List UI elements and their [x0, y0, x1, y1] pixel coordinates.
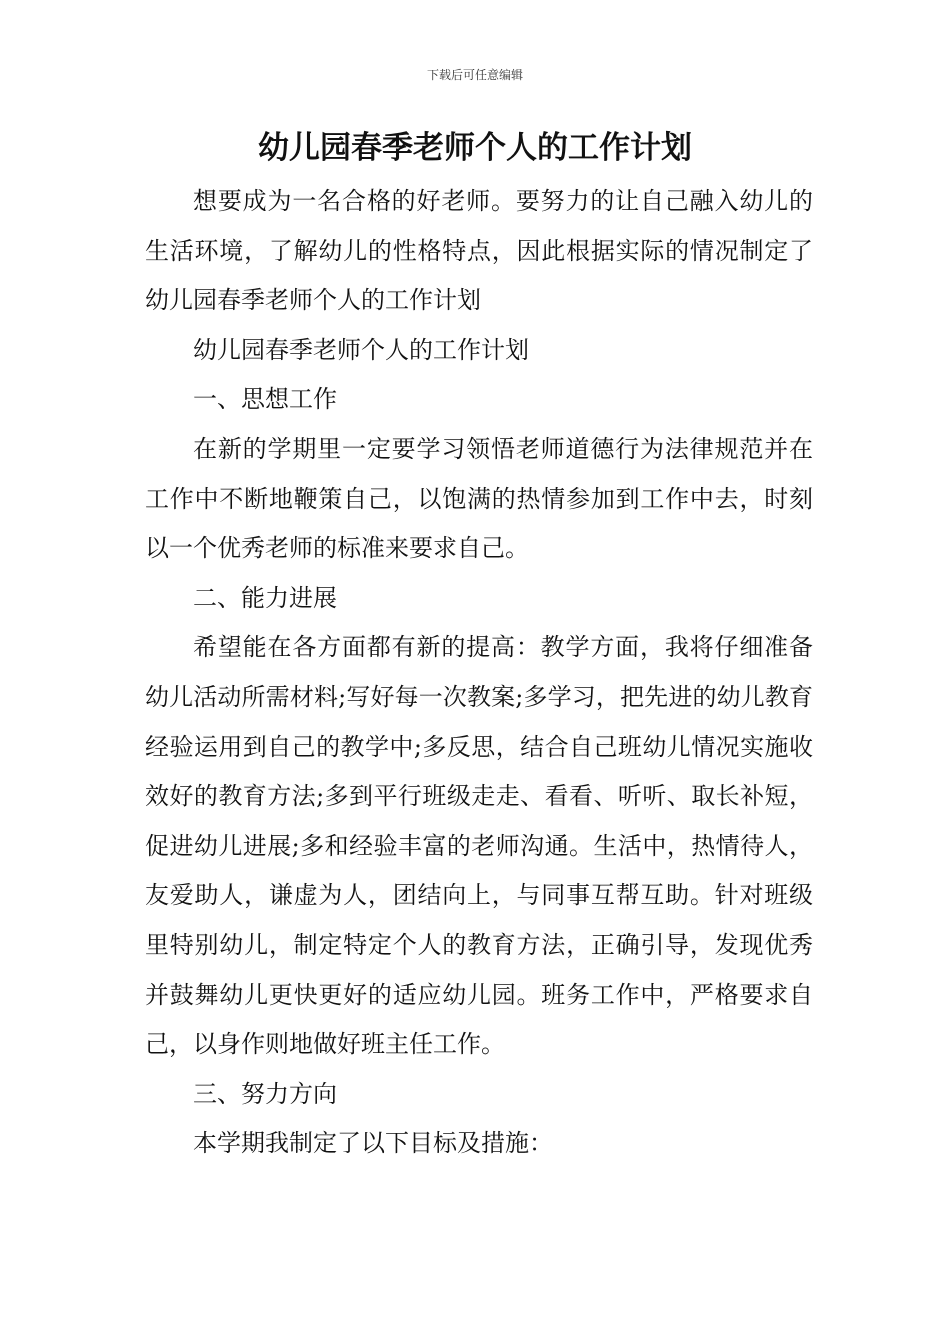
section-heading-1: 一、思想工作 — [193, 385, 337, 414]
document-title: 幼儿园春季老师个人的工作计划 — [258, 130, 692, 166]
paragraph-intro: 想要成为一名合格的好老师。要努力的让自己融入幼儿的生活环境，了解幼儿的性格特点，因此根据实际的情况制定了幼儿园春季老师个人的工作计划 — [145, 187, 813, 315]
paragraph-section-2: 希望能在各方面都有新的提高：教学方面，我将仔细准备幼儿活动所需材料;写好每一次教案;多学习，把先进的幼儿教育经验运用到自己的教学中;多反思，结合自己班幼儿情况实施收效好的教育方法;多到平行班级走走、看看、听听、取长补短，促进幼儿进展;多和经验丰富的老师沟通。生活中，热情待人，友爱助人，谦虚为人，团结向上，与同事互帮互助。针对班级里特别幼儿，制定特定个人的教育方法，正确引导，发现优秀并鼓舞幼儿更快更好的适应幼儿园。班务工作中，严格要求自己，以身作则地做好班主任工作。 — [145, 633, 813, 1059]
paragraph-section-1: 在新的学期里一定要学习领悟老师道德行为法律规范并在工作中不断地鞭策自己，以饱满的热情参加到工作中去，时刻以一个优秀老师的标准来要求自己。 — [145, 434, 813, 563]
header-note: 下载后可任意编辑 — [426, 68, 523, 82]
document-body — [145, 177, 813, 1169]
paragraph-section-3: 本学期我制定了以下目标及措施： — [193, 1129, 553, 1158]
section-heading-2: 二、能力进展 — [193, 583, 337, 612]
paragraph-subtitle: 幼儿园春季老师个人的工作计划 — [193, 335, 529, 364]
section-heading-3: 三、努力方向 — [193, 1079, 337, 1108]
